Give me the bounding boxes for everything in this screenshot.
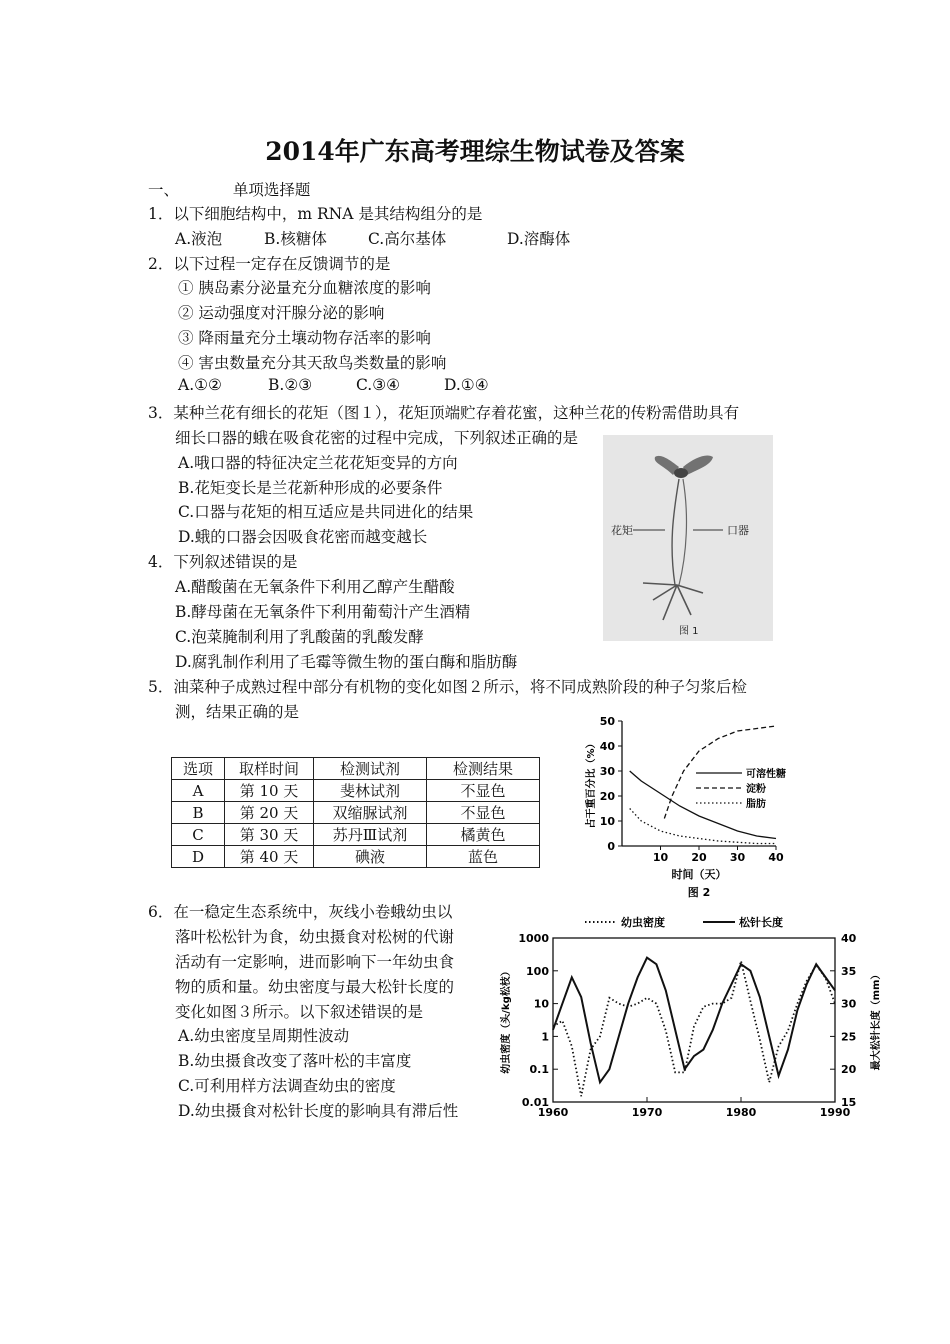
plot-frame: [553, 938, 835, 1102]
legend-label: 脂肪: [746, 799, 766, 810]
q2-option-a: A.①②: [178, 376, 222, 394]
q4-option-c: C.泡菜腌制利用了乳酸菌的乳酸发酵: [175, 628, 424, 646]
question-4-stem: 4．下列叙述错误的是: [148, 553, 298, 571]
q6-option-c: C.可利用样方法调查幼虫的密度: [178, 1077, 396, 1095]
question-2-stem: 2．以下过程一定存在反馈调节的是: [148, 255, 391, 273]
table-cell: D: [172, 846, 225, 868]
question-5-stem-line-1: 5．油菜种子成熟过程中部分有机物的变化如图２所示，将不同成熟阶段的种子匀浆后检: [148, 678, 747, 696]
y2-tick-label: 15: [841, 1096, 857, 1109]
table-header: 检测结果: [427, 758, 540, 780]
y-tick-label: 100: [526, 964, 549, 978]
table-header: 选项: [172, 758, 225, 780]
q3-option-c: C.口器与花矩的相互适应是共同进化的结果: [178, 503, 474, 521]
figure-1-label-left: 花矩: [611, 524, 633, 537]
table-cell: 第 10 天: [225, 780, 314, 802]
table-row: [172, 846, 540, 868]
y-axis-label: 占干重百分比（%）: [586, 738, 597, 829]
table-cell: 碘液: [314, 846, 427, 868]
table-cell: B: [172, 802, 225, 824]
table-cell: 不显色: [427, 780, 540, 802]
x-tick-label: 40: [768, 851, 784, 864]
y2-tick-label: 30: [841, 997, 857, 1011]
table-cell: 橘黄色: [427, 824, 540, 846]
section-number: 一、: [148, 181, 180, 199]
question-6-stem-line-5: 变化如图３所示。以下叙述错误的是: [175, 1003, 424, 1021]
y-tick-label: 0.1: [529, 1063, 549, 1077]
x-tick-label: 10: [652, 851, 669, 864]
q6-option-a: A.幼虫密度呈周期性波动: [178, 1027, 350, 1045]
q2-item-1: ① 胰岛素分泌量充分血糖浓度的影响: [178, 279, 431, 297]
table-cell: 苏丹Ⅲ试剂: [314, 824, 427, 846]
x-tick-label: 1990: [819, 1106, 851, 1119]
orchid-illustration: [603, 435, 773, 641]
q3-option-a: A.哦口器的特征决定兰花花矩变异的方向: [178, 454, 458, 472]
q6-option-b: B.幼虫摄食改变了落叶松的丰富度: [178, 1052, 412, 1070]
table-row: [172, 824, 540, 846]
table-row: [172, 780, 540, 802]
table-cell: 第 40 天: [225, 846, 314, 868]
figure-1-label-right: 口器: [727, 524, 749, 537]
section-title: 单项选择题: [232, 181, 311, 199]
y-tick-label: 10: [533, 997, 549, 1011]
y-tick-label: 30: [599, 765, 615, 778]
legend-label: 松针长度: [739, 916, 783, 929]
figure-2-svg: [578, 713, 813, 903]
y-tick-label: 1: [541, 1030, 549, 1044]
table-cell: 第 20 天: [225, 802, 314, 824]
q2-option-b: B.②③: [268, 376, 313, 394]
table-cell: 不显色: [427, 802, 540, 824]
results-table: [171, 757, 540, 868]
y2-tick-label: 35: [841, 964, 857, 978]
table-cell: 双缩脲试剂: [314, 802, 427, 824]
table-cell: 蓝色: [427, 846, 540, 868]
q1-option-d: D.溶酶体: [507, 230, 571, 248]
y-tick-label: 0.01: [521, 1096, 549, 1109]
question-6-stem-line-2: 落叶松松针为食，幼虫摄食对松树的代谢: [175, 928, 455, 946]
table-row: [172, 802, 540, 824]
y2-axis-label: 最大松针长度（mm）: [871, 969, 882, 1071]
y-axis-label: 幼虫密度（头/kg松枝）: [501, 966, 512, 1074]
q4-option-b: B.酵母菌在无氧条件下利用葡萄汁产生酒精: [175, 603, 471, 621]
page-title: 2014年广东高考理综生物试卷及答案: [265, 137, 685, 166]
x-tick-label: 1970: [631, 1106, 663, 1119]
series-line: [553, 958, 835, 1083]
x-tick-label: 20: [691, 851, 707, 864]
legend-label: 淀粉: [746, 784, 766, 795]
section-heading: [148, 178, 310, 200]
q2-item-3: ③ 降雨量充分土壤动物存活率的影响: [178, 329, 431, 347]
question-1-stem: 1．以下细胞结构中，m RNA 是其结构组分的是: [148, 205, 483, 223]
table-cell: 斐林试剂: [314, 780, 427, 802]
table-cell: C: [172, 824, 225, 846]
q4-option-a: A.醋酸菌在无氧条件下利用乙醇产生醋酸: [175, 578, 455, 596]
q1-option-b: B.核糖体: [264, 230, 327, 248]
x-tick-label: 1960: [537, 1106, 569, 1119]
y2-tick-label: 40: [841, 932, 857, 945]
question-6-stem-line-4: 物的质和量。幼虫密度与最大松针长度的: [175, 978, 455, 996]
y-tick-label: 0: [607, 840, 615, 853]
y-tick-label: 1000: [518, 932, 549, 945]
table-cell: 第 30 天: [225, 824, 314, 846]
x-tick-label: 30: [729, 851, 746, 864]
question-6-stem-line-1: 6．在一稳定生态系统中，灰线小卷蛾幼虫以: [148, 903, 453, 921]
figure-3-svg: [493, 910, 893, 1125]
table-header: 检测试剂: [314, 758, 427, 780]
y-tick-label: 40: [599, 740, 615, 753]
x-axis-label: 时间（天）: [671, 868, 727, 881]
y-tick-label: 10: [599, 815, 615, 828]
table-header: 取样时间: [225, 758, 314, 780]
y-tick-label: 50: [599, 715, 615, 728]
figure-1-caption: 图 1: [679, 626, 699, 637]
chart-caption: 图 2: [687, 886, 711, 899]
q2-item-2: ② 运动强度对汗腺分泌的影响: [178, 304, 385, 322]
x-tick-label: 1980: [725, 1106, 757, 1119]
q4-option-d: D.腐乳制作利用了毛霉等微生物的蛋白酶和脂肪酶: [175, 653, 518, 671]
question-5-stem-line-2: 测，结果正确的是: [175, 703, 300, 721]
question-6-stem-line-3: 活动有一定影响，进而影响下一年幼虫食: [175, 953, 455, 971]
series-line: [630, 809, 776, 844]
table-header-row: [172, 758, 540, 780]
q2-item-4: ④ 害虫数量充分其天敌鸟类数量的影响: [178, 354, 447, 372]
y2-tick-label: 25: [841, 1030, 857, 1044]
y2-tick-label: 20: [841, 1063, 857, 1077]
figure-1-orchid-photo: [603, 435, 773, 641]
figure-2-chart: [578, 713, 813, 903]
table-cell: A: [172, 780, 225, 802]
q2-option-d: D.①④: [444, 376, 489, 394]
q2-option-c: C.③④: [356, 376, 401, 394]
q3-option-b: B.花矩变长是兰花新种形成的必要条件: [178, 479, 443, 497]
q3-option-d: D.蛾的口器会因吸食花密而越变越长: [178, 528, 428, 546]
q1-option-c: C.高尔基体: [368, 230, 447, 248]
question-3-stem-line-2: 细长口器的蛾在吸食花密的过程中完成，下列叙述正确的是: [175, 429, 579, 447]
legend-label: 可溶性糖: [746, 769, 786, 780]
figure-3-chart: [493, 910, 893, 1125]
question-3-stem-line-1: 3．某种兰花有细长的花矩（图１），花矩顶端贮存着花蜜，这种兰花的传粉需借助具有: [148, 404, 740, 422]
y-tick-label: 20: [599, 790, 615, 803]
legend-label: 幼虫密度: [621, 916, 665, 929]
q6-option-d: D.幼虫摄食对松针长度的影响具有滞后性: [178, 1102, 459, 1120]
q1-option-a: A.液泡: [175, 230, 223, 248]
